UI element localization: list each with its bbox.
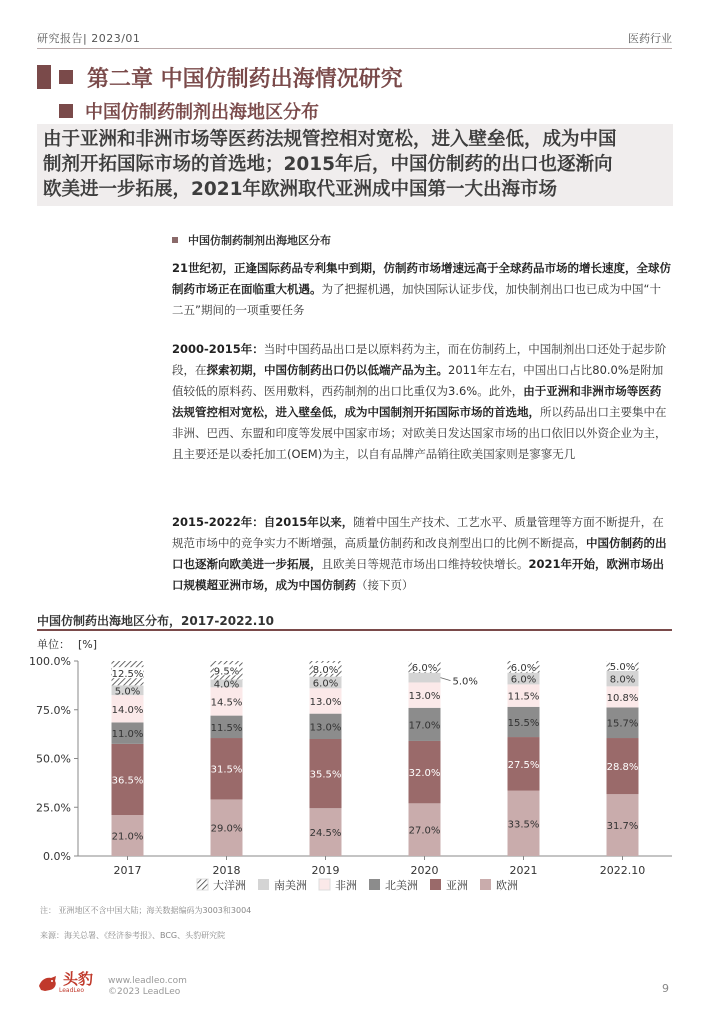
data-label: 29.0% [210,823,243,835]
data-label: 8.0% [609,674,636,686]
x-tick-label: 2022.10 [599,864,646,877]
data-label: 11.5% [210,722,243,734]
legend-label: 非洲 [335,879,357,892]
paragraph-2-text: 所以药品出口主要集中在非洲、巴西、东盟和印度等发展中国家市场；对欧美日发达国家市场的出口依旧以外资企业为主，且主要还是以委托加工(OEM)为主，以自有品牌产品销往欧美国家则是寥寥无几 [172,405,667,461]
paragraph-2 [172,339,672,465]
y-tick-label: 0.0% [43,850,71,863]
legend-swatch [197,879,208,890]
legend-label: 南美洲 [274,879,307,892]
header-divider [37,48,672,49]
paragraph-2-bold: 探索初期，中国仿制药出口仍以低端产品为主。 [206,363,448,377]
data-label: 15.5% [507,717,540,729]
x-tick-label: 2020 [410,864,439,877]
paragraph-2-text: 当时中国药品出口是以原料药为主，而在仿制药上，中国制剂出口还处于起步阶段，在 [172,342,667,377]
data-label: 11.5% [507,691,540,703]
chart-note: 注： 亚洲地区不含中国大陆；海关数据编码为3003和3004 [40,906,252,915]
data-label: 5.0% [114,686,141,698]
data-label: 5.0% [609,661,636,673]
summary-line: 欧美进一步拓展，2021年欧洲取代亚洲成中国第一大出海市场 [43,179,557,200]
industry-label: 医药行业 [628,32,672,45]
data-label: 24.5% [309,828,342,840]
legend-swatch [258,879,269,890]
chapter-heading [37,62,403,92]
data-label: 13.0% [408,691,441,703]
chapter-title: 第二章 中国仿制药出海情况研究 [87,66,403,92]
data-label: 33.5% [507,819,540,831]
section-heading-text: 中国仿制药制剂出海地区分布 [188,234,331,247]
y-tick-label: 50.0% [36,752,71,766]
footer-site [108,976,187,998]
copyright: ©2023 LeadLeo [108,987,181,997]
data-label-leader [441,678,451,681]
data-label: 13.0% [309,696,342,708]
paragraph-3-text: 且欧美日等规范市场出口维持较快增长。 [321,557,529,571]
paragraph-3-bold: 中国仿制药的出口也逐渐向欧美进一步拓展， [172,536,667,571]
chapter-marker-square [59,70,73,84]
chart-source: 来源：海关总署、《经济参考报》、BCG、头豹研究院 [40,931,226,940]
chapter-subheading [59,98,319,124]
data-label: 9.5% [213,666,240,678]
legend-swatch [319,879,330,890]
x-tick-label: 2018 [212,864,241,877]
paragraph-1 [172,258,672,321]
data-label: 36.5% [111,775,144,787]
unit-value: [%] [78,638,98,651]
data-label: 17.0% [408,720,441,732]
paragraph-1-bold: 21世纪初，正逢国际药品专利集中到期，仿制药市场增速远高于全球药品市场的增长速度，全球仿制药市场正在面临重大机遇。 [172,261,671,296]
data-label: 21.0% [111,831,144,843]
subtitle-marker-square [59,104,73,118]
data-label: 11.0% [111,729,144,741]
data-label: 8.0% [312,664,339,676]
bar-segment [409,673,441,683]
data-label: 31.5% [210,764,243,776]
section-marker [172,237,178,243]
legend-label: 北美洲 [385,879,418,892]
chart-title: 中国仿制药出海地区分布，2017-2022.10 [37,614,275,628]
data-label: 31.7% [606,821,639,833]
chart-title-underline [37,629,672,631]
summary-line: 由于亚洲和非洲市场等医药法规管控相对宽松，进入壁垒低，成为中国 [43,129,617,150]
paragraph-3-period: 2015-2022年：自2015年以来， [172,515,354,529]
data-label: 5.0% [452,676,478,688]
chapter-marker-bar [37,65,51,89]
summary-line: 制剂开拓国际市场的首选地；2015年后，中国仿制药的出口也逐渐向 [43,154,613,175]
legend-swatch [430,879,441,890]
paragraph-3-text: （接下页） [356,578,414,592]
legend-label: 欧洲 [496,879,518,892]
data-label: 13.0% [309,722,342,734]
data-label: 6.0% [411,662,438,674]
data-label: 27.0% [408,825,441,837]
data-label: 10.8% [606,692,639,704]
y-tick-label: 25.0% [36,801,71,815]
logo-text: 头豹 [63,970,94,988]
data-label: 14.0% [111,704,144,716]
data-label: 32.0% [408,768,441,780]
data-label: 35.5% [309,769,342,781]
summary-box [37,124,673,206]
data-label: 4.0% [213,679,240,691]
unit-label-text: 单位： [37,638,70,651]
page-number: 9 [662,982,669,995]
paragraph-1-text: 为了把握机遇，加快国际认证步伐，加快制剂出口也已成为中国“十二五”期间的一项重要任务 [172,282,661,317]
section-heading [172,232,331,248]
x-tick-label: 2021 [509,864,538,877]
x-tick-label: 2017 [113,864,142,877]
leadleo-logo [37,972,93,994]
legend-label: 大洋洲 [213,879,246,892]
data-label: 27.5% [507,759,540,771]
paragraph-2-text: 2011年左右，中国出口占比80.0%是附加值较低的原料药、医用敷料，西药制剂的出口比重仅为3.6%。此外， [172,363,664,398]
paragraph-3-bold: 2021年开始，欧洲市场出口规模超亚洲市场，成为中国仿制药 [172,557,665,592]
legend-swatch [369,879,380,890]
data-label: 14.5% [210,697,243,709]
logo-subtext: LeadLeo [59,987,85,994]
legend-label: 亚洲 [446,879,468,892]
data-label: 6.0% [312,678,339,690]
data-label: 28.8% [606,762,639,774]
x-tick-label: 2019 [311,864,340,877]
report-type: 研究报告| 2023/01 [37,32,141,45]
paragraph-2-period: 2000-2015年： [172,342,264,356]
stacked-bar-chart [0,650,709,900]
legend-swatch [480,879,491,890]
data-label: 12.5% [111,669,144,681]
y-tick-label: 75.0% [36,703,71,717]
leopard-icon [37,972,59,994]
paragraph-3 [172,512,672,596]
site-url[interactable]: www.leadleo.com [108,976,187,986]
paragraph-3-text: 随着中国生产技术、工艺水平、质量管理等方面不断提升，在规范市场中的竞争实力不断增强，高质量仿制药和改良剂型出口的比例不断提高， [172,515,664,550]
chapter-subtitle: 中国仿制药制剂出海地区分布 [85,102,319,123]
data-label: 6.0% [510,662,537,674]
y-tick-label: 100.0% [29,655,71,668]
data-label: 15.7% [606,718,639,730]
paragraph-2-bold: 由于亚洲和非洲市场等医药法规管控相对宽松，进入壁垒低，成为中国制剂开拓国际市场的首选地， [172,384,662,419]
data-label: 6.0% [510,674,537,686]
